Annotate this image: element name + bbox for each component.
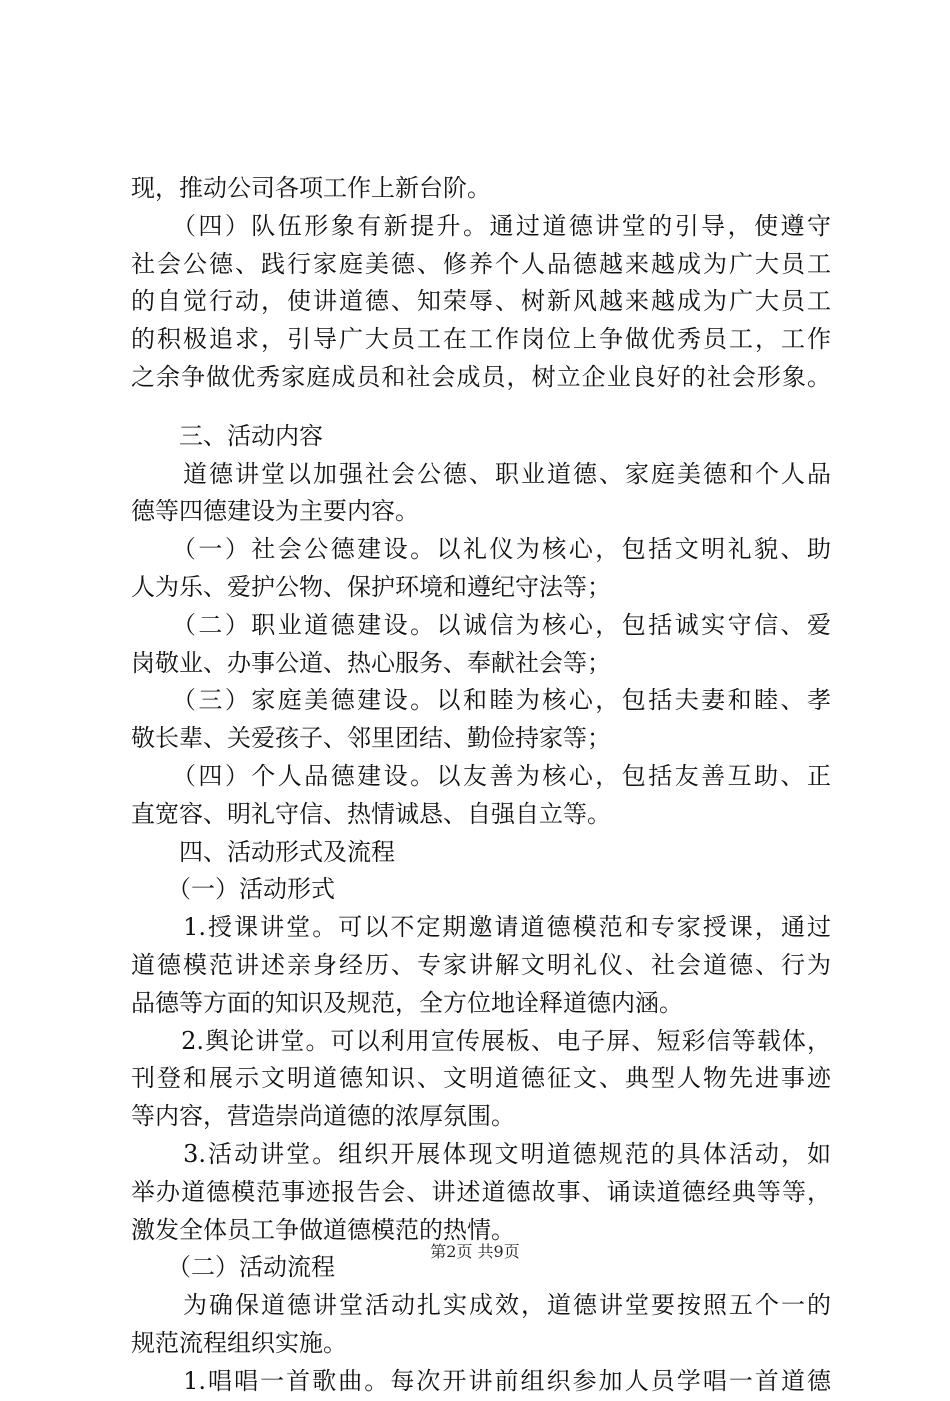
paragraph-gap [131,397,831,418]
text-line: （三）家庭美德建设。以和睦为核心，包括夫妻和睦、孝 [131,686,831,715]
text-line: 刊登和展示文明道德知识、文明道德征文、典型人物先进事迹 [131,1064,831,1093]
text-line: 1.授课讲堂。可以不定期邀请道德模范和专家授课，通过 [131,913,831,942]
text-line: 激发全体员工争做道德模范的热情。 [131,1215,515,1244]
section-heading: 四、活动形式及流程 [131,837,395,866]
text-line: 的积极追求，引导广大员工在工作岗位上争做优秀员工，工作 [131,325,831,354]
text-line: 品德等方面的知识及规范，全方位地诠释道德内涵。 [131,988,683,1017]
text-line: 现，推动公司各项工作上新台阶。 [131,174,491,202]
text-line: 举办道德模范事迹报告会、讲述道德故事、诵读道德经典等等， [131,1177,831,1206]
text-line: 社会公德、践行家庭美德、修养个人品德越来越成为广大员工 [131,249,831,278]
text-line: 敬长辈、关爱孩子、邻里团结、勤俭持家等； [131,724,611,753]
text-line: 道德模范讲述亲身经历、专家讲解文明礼仪、社会道德、行为 [131,950,831,979]
text-line: 等内容，营造崇尚道德的浓厚氛围。 [131,1102,515,1131]
text-line: 之余争做优秀家庭成员和社会成员，树立企业良好的社会形象。 [131,362,831,391]
text-line: （二）职业道德建设。以诚信为核心，包括诚实守信、爱 [131,610,831,639]
document-body [131,170,831,1401]
text-line: 的自觉行动，使讲道德、知荣辱、树新风越来越成为广大员工 [131,287,831,316]
page-number-footer: 第2页 共9页 [430,1242,520,1261]
section-heading: 三、活动内容 [131,421,323,450]
text-line: （一）社会公德建设。以礼仪为核心，包括文明礼貌、助 [131,535,831,564]
text-line: 直宽容、明礼守信、热情诚恳、自强自立等。 [131,799,611,828]
text-line: （四）个人品德建设。以友善为核心，包括友善互助、正 [131,761,831,790]
text-line: 规范流程组织实施。 [131,1328,347,1357]
text-line: 3.活动讲堂。组织开展体现文明道德规范的具体活动，如 [131,1139,831,1168]
subsection-heading: （一）活动形式 [131,875,335,904]
subsection-heading: （二）活动流程 [131,1253,335,1282]
text-line: 1.唱唱一首歌曲。每次开讲前组织参加人员学唱一首道德 [131,1366,831,1395]
text-line: 道德讲堂以加强社会公德、职业道德、家庭美德和个人品 [131,459,831,488]
text-line: 人为乐、爱护公物、保护环境和遵纪守法等； [131,572,611,601]
text-line: （四）队伍形象有新提升。通过道德讲堂的引导，使遵守 [131,211,831,240]
text-line: 德等四德建设为主要内容。 [131,497,419,526]
text-line: 为确保道德讲堂活动扎实成效，道德讲堂要按照五个一的 [131,1291,831,1320]
text-line: 2.舆论讲堂。可以利用宣传展板、电子屏、短彩信等载体， [131,1026,831,1055]
text-line: 岗敬业、办事公道、热心服务、奉献社会等； [131,648,611,677]
